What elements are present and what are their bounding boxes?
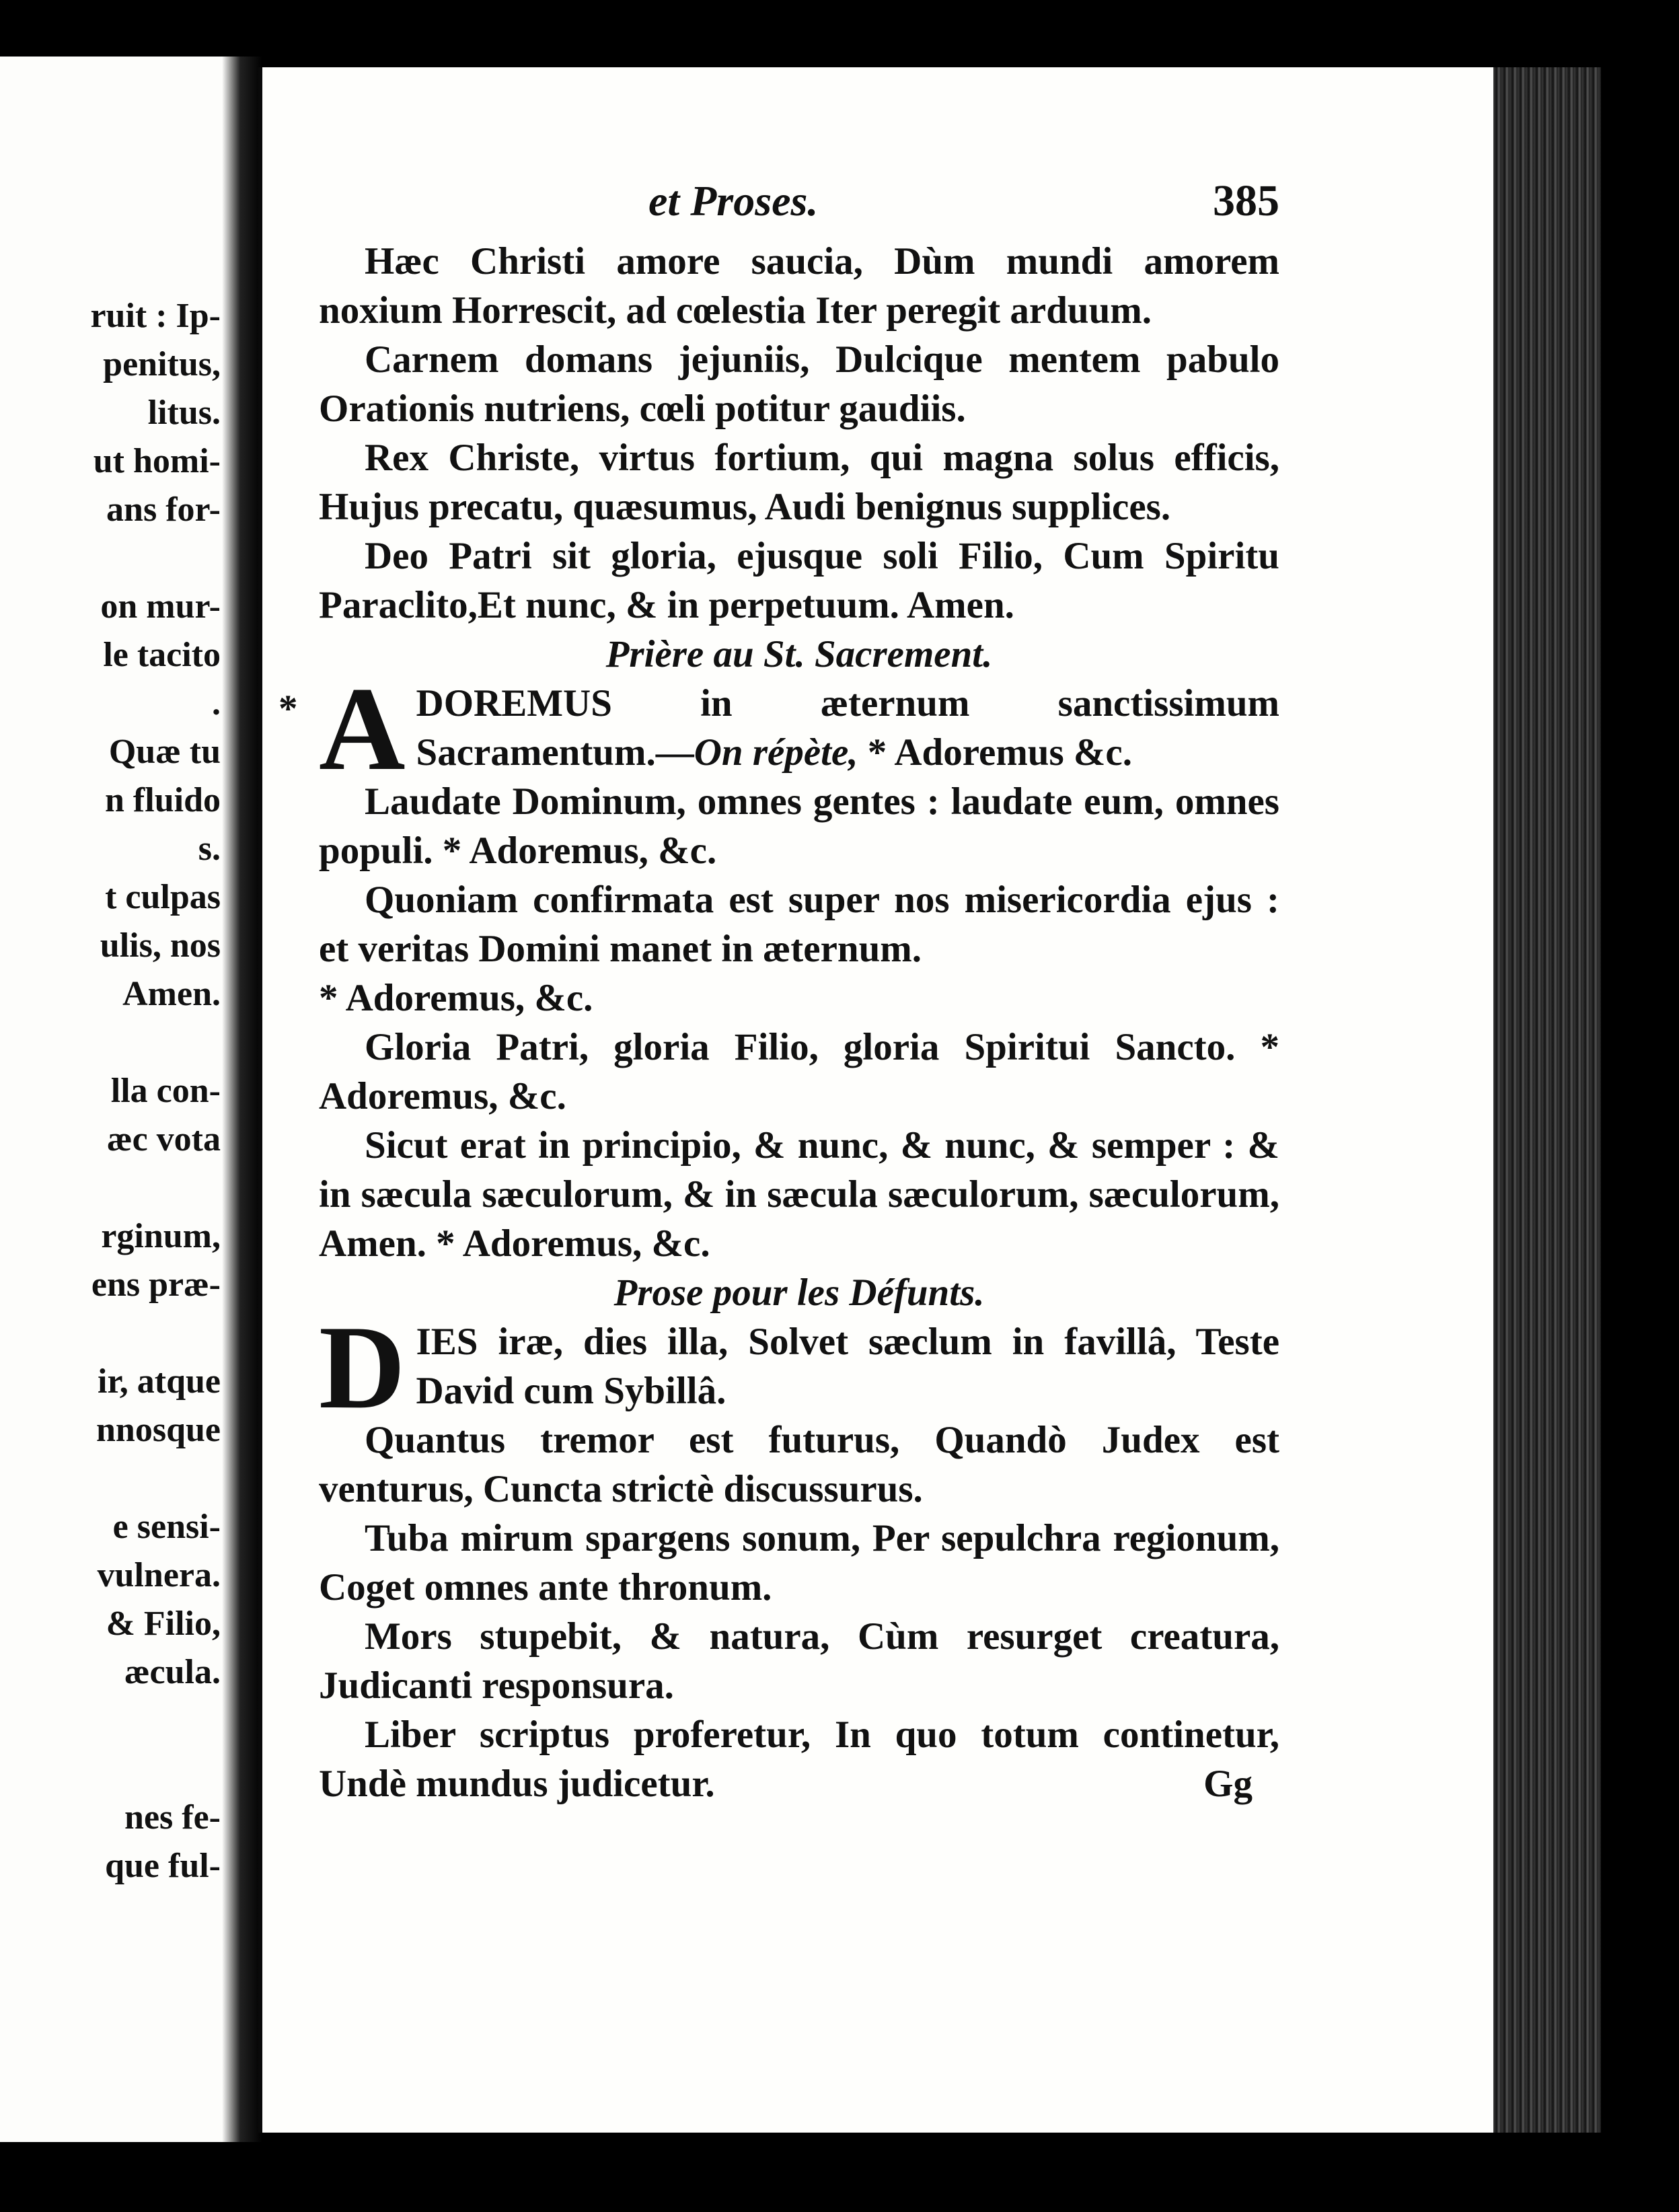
paragraph: Deo Patri sit gloria, ejusque soli Filio, Cum Spiritu Paraclito,Et nunc, & in perpetuum. Amen. bbox=[319, 535, 1279, 626]
paragraph: Gloria Patri, gloria Filio, gloria Spiritui Sancto. * Adoremus, &c. bbox=[319, 1026, 1279, 1117]
paragraph-text: Liber scriptus proferetur, In quo totum continetur, Undè mundus judicetur. bbox=[319, 1713, 1279, 1805]
left-page-line: ulis, nos bbox=[100, 926, 221, 965]
signature-mark: Gg bbox=[1203, 1763, 1253, 1805]
left-page-line: ir, atque bbox=[98, 1362, 221, 1401]
left-page-line: vulnera. bbox=[97, 1556, 221, 1594]
smallcaps-word: DOREMUS bbox=[416, 682, 612, 725]
left-page-line: on mur- bbox=[100, 587, 221, 626]
left-page-line: nes fe- bbox=[124, 1798, 221, 1837]
left-page-line: n fluido bbox=[105, 781, 221, 819]
page-number: 385 bbox=[1213, 176, 1279, 225]
paragraph: Laudate Dominum, omnes gentes : laudate eum, omnes populi. * Adoremus, &c. bbox=[319, 780, 1279, 872]
left-page-line: que ful- bbox=[105, 1847, 221, 1885]
paragraph: Rex Christe, virtus fortium, qui magna solus efficis, Hujus precatu, quæsumus, Audi benignus supplices. bbox=[319, 437, 1279, 528]
left-page-line: le tacito bbox=[103, 636, 221, 674]
paragraph: Carnem domans jejuniis, Dulcique mentem pabulo Orationis nutriens, cœli potitur gaudiis. bbox=[319, 338, 1279, 430]
paragraph bbox=[319, 1710, 1279, 1808]
running-head: et Proses. bbox=[648, 177, 819, 225]
paragraph: * Adoremus, &c. bbox=[319, 977, 593, 1019]
left-page-line: litus. bbox=[147, 394, 221, 432]
left-page-line: ans for- bbox=[106, 490, 221, 529]
left-page-line: rginum, bbox=[101, 1217, 221, 1255]
asterisk-mark: * bbox=[278, 688, 298, 730]
italic-text: On répète, bbox=[694, 731, 858, 774]
left-page-line: e sensi- bbox=[112, 1508, 221, 1546]
left-page-line: ruit : Ip- bbox=[90, 297, 221, 335]
drop-cap: A bbox=[319, 662, 406, 795]
left-page-line: Quæ tu bbox=[108, 733, 221, 771]
paragraph: Hæc Christi amore saucia, Dùm mundi amorem noxium Horrescit, ad cœlestia Iter peregit arduum. bbox=[319, 240, 1279, 332]
paragraph-text: in æternum sanctissimum Sacramentum.— bbox=[416, 682, 1279, 774]
adoremus-paragraph bbox=[278, 662, 1279, 795]
left-page-line: Amen. bbox=[122, 975, 221, 1013]
left-page-line: s. bbox=[198, 830, 221, 868]
paragraph: Quoniam confirmata est super nos misericordia ejus : et veritas Domini manet in æternum. bbox=[319, 879, 1279, 970]
paragraph: Tuba mirum spargens sonum, Per sepulchra regionum, Coget omnes ante thronum. bbox=[319, 1517, 1279, 1609]
page-text bbox=[278, 176, 1279, 1808]
smallcaps-word: IES bbox=[416, 1321, 478, 1363]
paragraph-text: * Adoremus &c. bbox=[858, 731, 1132, 774]
drop-cap: D bbox=[319, 1300, 406, 1434]
left-page-line: & Filio, bbox=[106, 1605, 221, 1643]
left-page-line: æcula. bbox=[124, 1653, 221, 1691]
dies-irae-paragraph bbox=[319, 1300, 1279, 1434]
previous-page-fragment bbox=[0, 57, 235, 2142]
page-edges bbox=[1493, 67, 1601, 2133]
left-page-line: lla con- bbox=[110, 1072, 221, 1110]
left-page-line: t culpas bbox=[105, 878, 221, 916]
left-page-line: nnosque bbox=[96, 1411, 221, 1449]
page-header bbox=[319, 176, 1279, 231]
section-title: Prose pour les Défunts. bbox=[613, 1271, 985, 1314]
left-page-line: ut homi- bbox=[93, 442, 221, 480]
left-page-line: penitus, bbox=[103, 345, 221, 383]
left-page-line: . bbox=[212, 684, 221, 723]
paragraph: Sicut erat in principio, & nunc, & nunc, & semper : & in sæcula sæculorum, & in sæcula sæculorum, sæculorum, Amen. * Adoremus, &c. bbox=[319, 1124, 1279, 1265]
paragraph: Mors stupebit, & natura, Cùm resurget creatura, Judicanti responsura. bbox=[319, 1615, 1279, 1707]
paragraph: Quantus tremor est futurus, Quandò Judex est venturus, Cuncta strictè discussurus. bbox=[319, 1419, 1279, 1510]
left-page-line: ens præ- bbox=[91, 1265, 221, 1304]
book-gutter bbox=[222, 57, 262, 2142]
left-page-line: æc vota bbox=[107, 1120, 221, 1158]
section-title: Prière au St. Sacrement. bbox=[605, 633, 993, 675]
paragraph-text: iræ, dies illa, Solvet sæclum in favillâ, Teste David cum Sybillâ. bbox=[416, 1321, 1279, 1412]
